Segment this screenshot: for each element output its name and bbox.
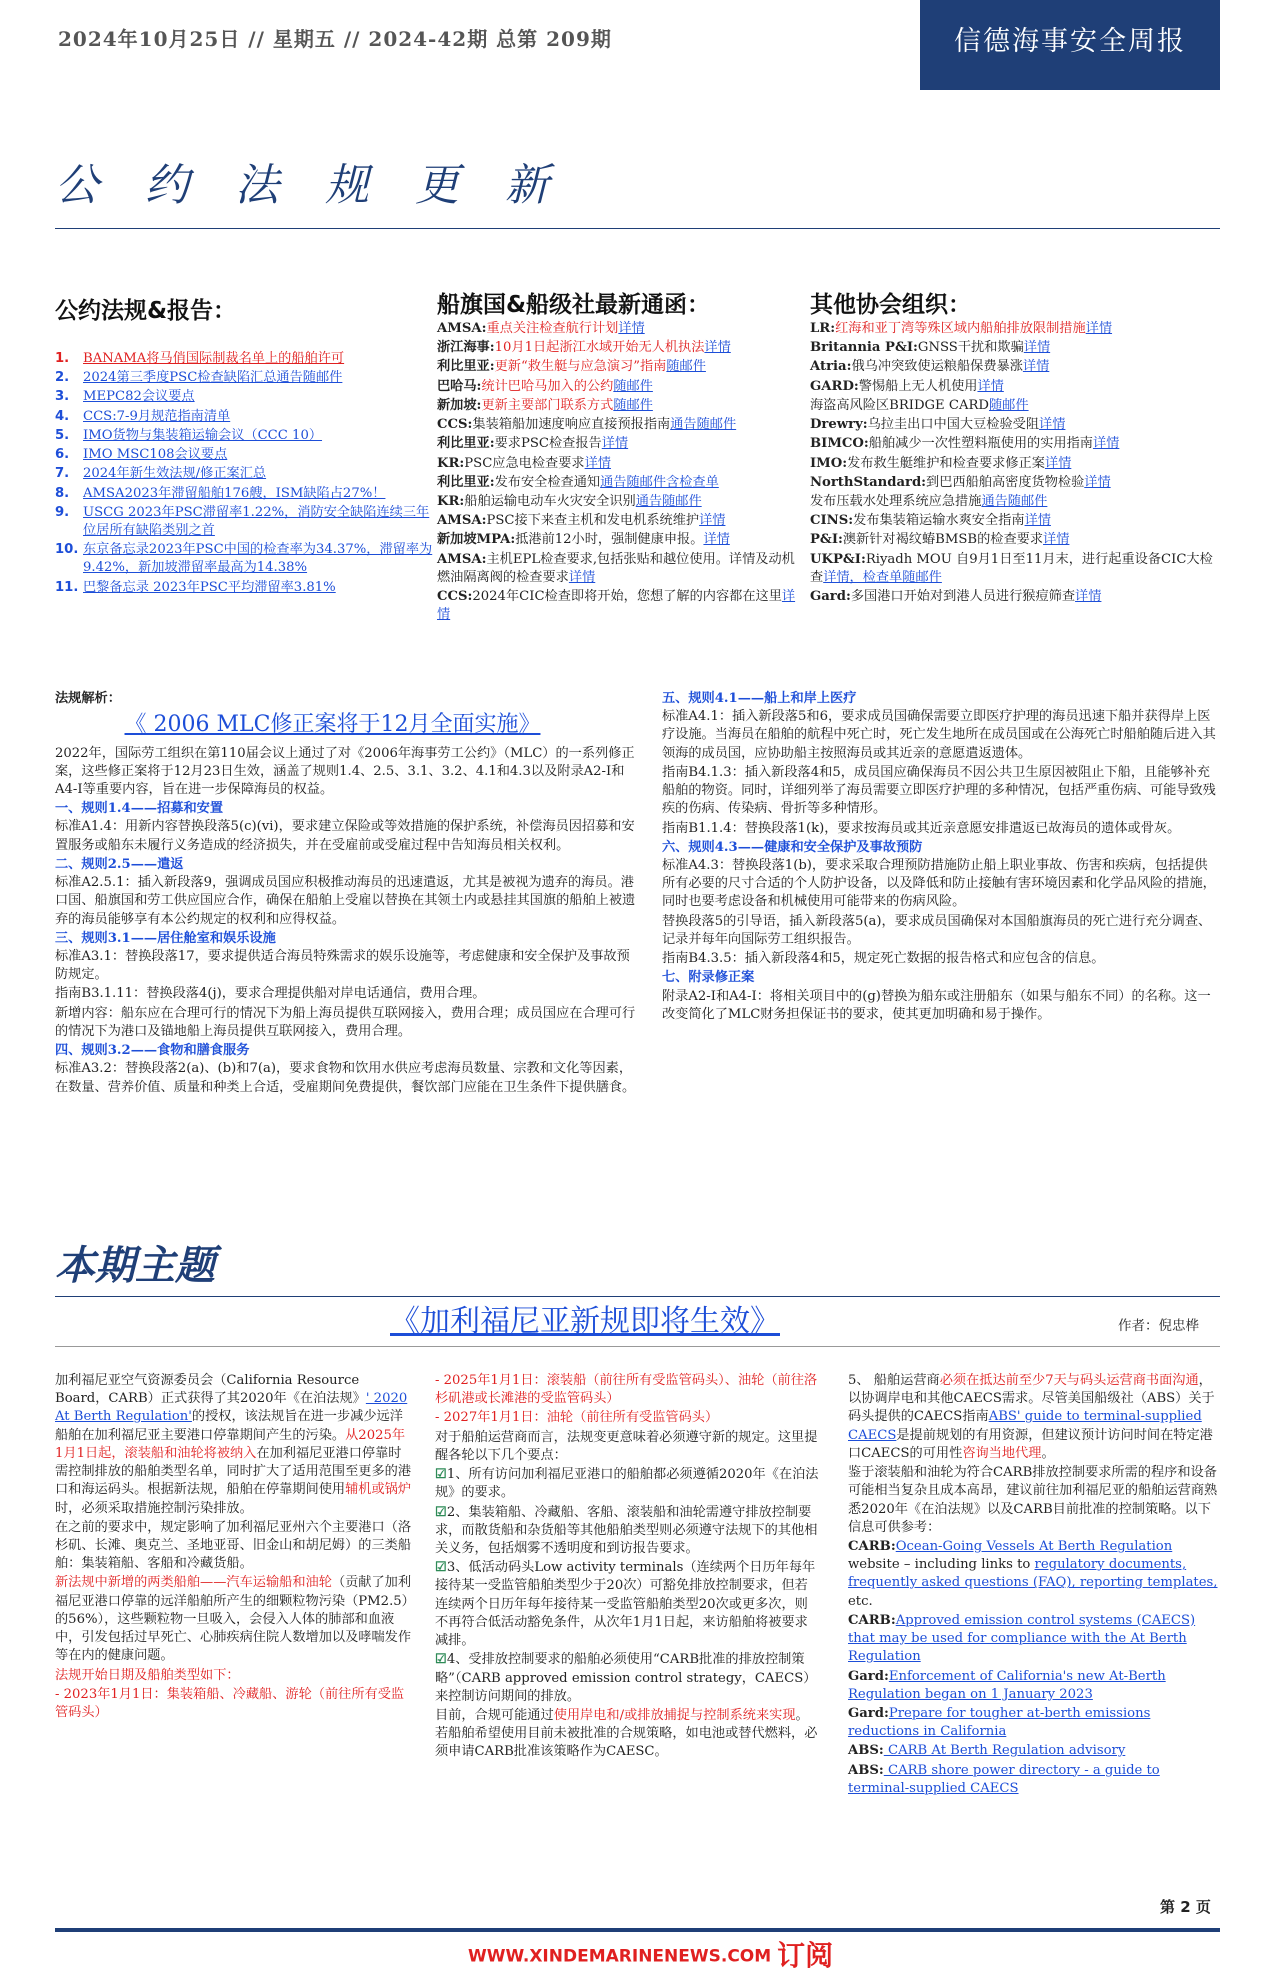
notice-item (810, 474, 1220, 492)
notice-link[interactable]: 随邮件 (666, 359, 706, 375)
notice-text: PSC接下来查主机和发电机系统维护 (486, 513, 700, 529)
notice-text: 要求PSC检查报告 (494, 436, 602, 452)
toc-item (55, 579, 435, 597)
notice-source: CINS: (810, 513, 854, 529)
notice-text: 更新主要部门联系方式 (481, 397, 614, 413)
toc-link[interactable]: IMO货物与集装箱运输会议（CCC 10） (83, 427, 323, 443)
header-left (0, 0, 920, 90)
notice-item (810, 512, 1220, 530)
site-url[interactable]: WWW.XINDEMARINENEWS.COM (468, 1946, 772, 1967)
notice-link[interactable]: 详情 (1043, 532, 1070, 548)
check-icon: ☑ (435, 1467, 447, 1483)
notice-text: 俄乌冲突致使运粮船保费暴涨 (851, 359, 1023, 375)
col-heading-reports: 公约法规&报告： (55, 298, 237, 324)
notice-link[interactable]: 详情 (1044, 455, 1072, 471)
notice-source: UKP&I: (810, 551, 866, 567)
toc-item (55, 446, 435, 464)
notice-text: 多国港口开始对到港人员进行猴痘筛查 (850, 589, 1076, 605)
article-text: 鉴于滚装船和油轮为符合CARB排放控制要求所需的程序和设备可能相当复杂且成本高昂，建议前往加利福尼亚的船舶运营商熟悉2020年《在泊法规》以及CARB目前批准的控制策略。以下信息可供参考： (848, 1465, 1218, 1535)
article-text: 3、低活动码头Low activity terminals（连续两个日历年每年接待某一受监管船舶类型少于20次）可豁免排放控制要求，但若连续两个日历年每年接待某一受监管船舶类型20次或更多次，则不再符合低活动豁免条件，从次年1月1日起，来访船舶将被要求减排。 (435, 1560, 816, 1649)
notice-text: 红海和亚丁湾等殊区域内船舶排放限制措施 (835, 321, 1086, 336)
notice-item (437, 455, 805, 473)
reference-source: Gard: (848, 1705, 889, 1721)
notice-link[interactable]: 详情 (699, 513, 726, 529)
notice-text: 发布安全检查通知 (494, 474, 601, 490)
notice-text: 主机EPL检查要求,包括张贴和越位使用。详情及动机燃油隔离阀的检查要求 (437, 551, 795, 585)
mlc-article-link[interactable]: 《 2006 MLC修正案将于12月全面实施》 (124, 712, 541, 738)
toc-number: 1. (55, 351, 70, 366)
article-text: 在加利福尼亚港口停靠时需控制排放的船舶类型名单，同时扩大了适用范围至更多的港口和海运码头。根据新法规，船舶在停靠期间使用 (55, 1445, 412, 1498)
check-icon: ☑ (435, 1560, 447, 1576)
toc-item (55, 485, 435, 503)
toc-link[interactable]: AMSA2023年滞留船舶176艘，ISM缺陷占27%！ (83, 485, 386, 501)
reference-link[interactable]: Enforcement of California's new At-Berth Regulation began on 1 January 2023 (848, 1668, 1166, 1702)
notice-text: 发布救生艇维护和检查要求修正案 (847, 455, 1045, 471)
notice-link[interactable]: 通告随邮件 (670, 417, 737, 433)
section-title-theme: 本期主题 (55, 1243, 215, 1289)
toc-number: 5. (55, 427, 70, 443)
notice-link[interactable]: 随邮件 (989, 397, 1029, 413)
notice-item (810, 455, 1220, 473)
article-text: （贡献了加利福尼亚港口停靠的远洋船舶所产生的细颗粒物污染（PM2.5）的56%），这些颗粒物一旦吸入，会侵入人体的肺部和血液中，引发包括过早死亡、心肺疾病住院人数增加以及哮喘发作等在内的健康问题。 (55, 1575, 412, 1664)
article-text: 辅机或锅炉 (345, 1482, 412, 1498)
reference-link[interactable]: CARB At Berth Regulation advisory (883, 1743, 1126, 1759)
reference-link[interactable]: Prepare for tougher at-berth emissions reductions in California (848, 1705, 1151, 1740)
page-number: 第 2 页 (1160, 1898, 1211, 1916)
notice-item (437, 320, 805, 338)
notice-text: 统计巴哈马加入的公约 (481, 378, 614, 394)
analysis-subheading: 六、规则4.3——健康和安全保护及事故预防 (662, 839, 923, 855)
toc-number: 4. (55, 408, 70, 424)
analysis-paragraph: 附录A2-I和A4-I：将相关项目中的(g)替换为船东或注册船东（如果与船东不同）的名称。这一改变简化了MLC财务担保证书的要求，使其更加明确和易于操作。 (662, 988, 1211, 1022)
notice-item (437, 378, 805, 396)
analysis-paragraph: 标准A3.2：替换段落2(a)、(b)和7(a)，要求食物和饮用水供应考虑海员数量、宗教和文化等因素，在数量、营养价值、质量和种类上合适，受雇期间免费提供，餐饮部门应能在卫生条件下提供膳食。 (55, 1061, 636, 1095)
notice-text: 10月1日起浙江水域开始无人机执法 (494, 340, 705, 356)
notice-link[interactable]: 详情 (568, 569, 596, 585)
notice-item (810, 339, 1220, 357)
article-text: 咨询当地代理 (962, 1445, 1042, 1461)
toc-link[interactable]: IMO MSC108会议要点 (83, 447, 228, 463)
article-text: 从2025年1月1日起，滚装船和油轮将被纳入 (55, 1427, 406, 1461)
mlc-analysis-right (662, 690, 1220, 1025)
reference-link[interactable]: Approved emission control systems (CAECS) that may be used for compliance with the At Berth Regulation (848, 1612, 1196, 1665)
notice-source: 巴哈马: (437, 378, 482, 394)
toc-link[interactable]: 2024第三季度PSC检查缺陷汇总通告随邮件 (83, 370, 343, 386)
notice-item (810, 551, 1220, 587)
notice-source: 新加坡MPA: (437, 532, 516, 548)
reference-source: ABS: (848, 1762, 884, 1778)
toc-item (55, 388, 435, 406)
reference-link[interactable]: CARB shore power directory - a guide to terminal-supplied CAECS (848, 1762, 1160, 1796)
toc-item (55, 504, 435, 540)
notice-source: 利比里亚: (437, 474, 495, 490)
notice-item (437, 531, 805, 549)
article-link[interactable]: ' 2020 At Berth Regulation' (55, 1391, 408, 1425)
notice-item (810, 378, 1220, 396)
article-paragraph (435, 1466, 820, 1502)
notice-text: 海盗高风险区BRIDGE CARD (810, 397, 989, 413)
toc-link[interactable]: 东京备忘录2023年PSC中国的检查率为34.37%，滞留率为9.42%，新加坡滞留率最高为14.38% (83, 542, 433, 576)
article-paragraph (435, 1409, 820, 1427)
notice-link[interactable]: 详情 (1023, 340, 1051, 356)
notice-item (810, 493, 1220, 511)
reference-item (848, 1538, 1220, 1611)
article-link[interactable]: ABS' guide to terminal-supplied CAECS (848, 1409, 1202, 1443)
article-text: 1、所有访问加利福尼亚港口的船舶都必须遵循2020年《在泊法规》的要求。 (435, 1467, 819, 1501)
analysis-paragraph: 替换段落5的引导语，插入新段落5(a)，要求成员国确保对本国船旗海员的死亡进行充分调查、记录并每年向国际劳工组织报告。 (662, 913, 1212, 947)
analysis-subheading: 一、规则1.4——招募和安置 (55, 801, 224, 817)
notice-link[interactable]: 详情 (618, 321, 645, 336)
notice-link[interactable]: 详情 (977, 378, 1004, 394)
notice-link[interactable]: 通告随邮件含检查单 (600, 474, 719, 490)
article-author: 作者：倪忠桦 (1118, 1318, 1199, 1334)
notice-text: 更新“救生艇与应急演习”指南 (494, 359, 667, 375)
notice-text: 船舶运输电动车火灾安全识别 (464, 493, 636, 509)
article-text: 新法规中新增的两类船舶——汽车运输船和油轮 (55, 1575, 332, 1591)
notice-text: 乌拉圭出口中国大豆检验受阻 (867, 417, 1040, 433)
analysis-paragraph: 指南B3.1.11：替换段落4(j)，要求合理提供船对岸电话通信，费用合理。 (55, 986, 486, 1002)
notice-item (437, 435, 805, 453)
notice-text: 警惕船上无人机使用 (858, 378, 978, 394)
notice-source: AMSA: (437, 321, 487, 336)
reference-text: etc. (848, 1593, 873, 1609)
notice-item (810, 588, 1220, 606)
toc-link[interactable]: 巴黎备忘录 2023年PSC平均滞留率3.81% (83, 579, 336, 595)
notice-text: 重点关注检查航行计划 (486, 321, 619, 336)
article-column-3-body (848, 1372, 1220, 1537)
analysis-subheading: 二、规则2.5——遣返 (55, 856, 184, 872)
reference-link[interactable]: Ocean-Going Vessels At Berth Regulation (895, 1538, 1173, 1554)
analysis-paragraph: 指南B4.3.5：插入新段落4和5，规定死亡数据的报告格式和应包含的信息。 (662, 951, 1105, 967)
toc-number: 2. (55, 370, 70, 386)
notice-source: 新加坡: (437, 397, 482, 413)
association-notices (810, 320, 1220, 607)
notice-source: CCS: (437, 417, 473, 433)
article-text: 的授权，该法规旨在进一步减少远洋船舶在加利福尼亚主要港口停靠期间产生的污染。 (55, 1409, 403, 1443)
col-heading-associations: 其他协会组织： (810, 292, 971, 318)
notice-item (810, 397, 1220, 415)
section-divider (55, 228, 1220, 229)
article-text: 。若船舶希望使用目前未被批准的合规策略，如电池或替代燃料，必须申请CARB批准该策略作为CAESC。 (435, 1707, 818, 1760)
toc-item (55, 350, 435, 368)
notice-source: NorthStandard: (810, 474, 927, 490)
article-text: - 2023年1月1日：集装箱船、冷藏船、游轮（前往所有受监管码头） (55, 1686, 405, 1720)
analysis-paragraph: 指南B4.1.3：插入新段落4和5，成员国应确保海员不因公共卫生原因被阻止下船，且能够补充船舶的物资。同时，详细列举了海员需要立即医疗护理的多种情况，包括严重伤病、可能导致残疾的伤病、传染病、骨折等多种情形。 (662, 764, 1216, 817)
notice-text: Riyadh MOU 自9月1日至11月末，进行起重设备CIC大检查 (810, 551, 1213, 585)
notice-link[interactable]: 详情，检查单随邮件 (823, 569, 942, 585)
notice-source: Atria: (810, 359, 852, 375)
article-column-1 (55, 1372, 413, 1723)
article-text: 对于船舶运营商而言，法规变更意味着必须遵守新的规定。这里提醒各轮以下几个要点： (435, 1429, 818, 1463)
toc-number: 9. (55, 504, 70, 520)
article-paragraph (435, 1707, 820, 1762)
notice-link[interactable]: 随邮件 (613, 397, 653, 413)
analysis-subheading: 七、附录修正案 (662, 970, 755, 986)
notice-text: 船舶减少一次性塑料瓶使用的实用指南 (868, 436, 1093, 452)
article-text: 时，必须采取措施控制污染排放。 (55, 1500, 253, 1516)
article-divider (55, 1346, 1220, 1347)
notice-link[interactable]: 通告随邮件 (635, 493, 702, 509)
analysis-intro: 2022年，国际劳工组织在第110届会议上通过了对《2006年海事劳工公约》（MLC）的一系列修正案，这些修正案将于12月23日生效，涵盖了规则1.4、2.5、3.1、3.2、4.1和4.3以及附录A2-I和A4-I等重要内容，旨在进一步保障海员的权益。 (55, 745, 635, 798)
notice-source: AMSA: (437, 551, 487, 567)
reference-item (848, 1668, 1220, 1704)
section-title-regulations: 公 约 法 规 更 新 (55, 160, 565, 211)
notice-item (810, 416, 1220, 434)
article-column-2 (435, 1372, 820, 1763)
article-paragraph (435, 1559, 820, 1650)
article-text: ，以协调岸电和其他CAECS需求。尽管美国船级社（ABS）关于码头提供的CAECS指南 (848, 1373, 1215, 1425)
toc-number: 11. (55, 579, 79, 595)
notice-source: Drewry: (810, 417, 868, 433)
reference-source: CARB: (848, 1538, 896, 1554)
toc-item (55, 369, 435, 387)
footer-bar (55, 1928, 1220, 1932)
analysis-paragraph: 标准A3.1：替换段落17，要求提供适合海员特殊需求的娱乐设施等，考虑健康和安全保护及事故预防规定。 (55, 948, 630, 983)
notice-source: 利比里亚: (437, 436, 495, 452)
article-text: - 2027年1月1日：油轮（前往所有受监管码头） (435, 1410, 719, 1426)
article-text: 在之前的要求中，规定影响了加利福尼亚州六个主要港口（洛杉矶、长滩、奥克兰、圣地亚哥、旧金山和胡尼姆）的三类船舶：集装箱船、客船和冷藏货船。 (55, 1519, 412, 1572)
article-text: 使用岸电和/或排放捕捉与控制系统来实现 (553, 1707, 796, 1723)
notice-text: 发布集装箱运输水爽安全指南 (853, 513, 1025, 529)
notice-item (437, 474, 805, 492)
notice-item (437, 358, 805, 376)
notice-item (437, 493, 805, 511)
article-text: - 2025年1月1日：滚装船（前往所有受监管码头）、油轮（前往洛杉矶港或长滩港的受监管码头） (435, 1373, 818, 1407)
notice-link[interactable]: 随邮件 (613, 378, 653, 394)
notice-link[interactable]: 详情 (437, 589, 796, 623)
article-paragraph (435, 1372, 820, 1408)
notice-link[interactable]: 详情 (1085, 321, 1113, 336)
notice-link[interactable]: 详情 (1039, 417, 1066, 433)
report-list (55, 350, 435, 598)
notice-link[interactable]: 详情 (1022, 359, 1050, 375)
article-text: 法规开始日期及船舶类型如下： (55, 1667, 240, 1683)
page-header (0, 0, 1280, 90)
notice-source: KR: (437, 493, 465, 509)
article-paragraph (435, 1504, 820, 1559)
analysis-paragraph: 标准A2.5.1：插入新段落9，强调成员国应积极推动海员的迅速遣返，尤其是被视为遗弃的海员。港口国、船旗国和劳工供应国应合作，确保在船舶上受雇以替换在其领土内或悬挂其国旗的船舶上被遗弃的海员能够享有本公约规定的权利和应得权益。 (55, 875, 636, 927)
col-heading-flag-class: 船旗国&船级社最新通函： (437, 292, 711, 318)
notice-source: Britannia P&I: (810, 340, 918, 356)
article-paragraph (55, 1372, 413, 1518)
analysis-paragraph: 新增内容：船东应在合理可行的情况下为船上海员提供互联网接入，费用合理；成员国应在合理可行的情况下为港口及锚地船上海员提供互联网接入，费用合理。 (55, 1005, 636, 1039)
notice-text: PSC应急电检查要求 (464, 455, 585, 471)
notice-source: Gard: (810, 589, 851, 605)
notice-text: 2024年CIC检查即将开始，您想了解的内容都在这里 (472, 589, 782, 605)
article-paragraph (435, 1429, 820, 1465)
notice-item (810, 531, 1220, 549)
analysis-subheading: 五、规则4.1——船上和岸上医疗 (662, 691, 857, 706)
article-title-link[interactable]: 《加利福尼亚新规即将生效》 (390, 1304, 780, 1339)
notice-text: GNSS干扰和欺骗 (917, 340, 1024, 356)
toc-link[interactable]: 2024年新生效法规/修正案汇总 (83, 466, 267, 482)
article-text: 加利福尼亚空气资源委员会（California Resource Board，CARB）正式获得了其2020年《在泊法规》 (55, 1373, 366, 1407)
notice-item (810, 435, 1220, 453)
article-text: 必须在抵达前至少7天与码头运营商书面沟通 (939, 1373, 1199, 1388)
notice-item (437, 416, 805, 434)
flag-class-circulars (437, 320, 805, 626)
notice-text: 到巴西船舶高密度货物检验 (926, 474, 1085, 490)
toc-number: 7. (55, 466, 70, 482)
notice-link[interactable]: 详情 (704, 340, 731, 356)
footer-site-link[interactable] (468, 1938, 833, 1975)
toc-item (55, 427, 435, 445)
reference-text: website – including links to (848, 1557, 1035, 1573)
notice-source: AMSA: (437, 513, 487, 529)
article-text: 是提前规划的有用资源，但建议预计访问时间在特定港口CAECS的可用性 (848, 1427, 1213, 1461)
check-icon: ☑ (435, 1652, 447, 1668)
notice-source: GARD: (810, 378, 859, 394)
notice-text: 集装箱船加速度响应直接预报指南 (472, 417, 671, 433)
reference-source: ABS: (848, 1743, 884, 1759)
notice-source: 利比里亚: (437, 359, 495, 375)
notice-link[interactable]: 详情 (1024, 513, 1051, 529)
header-banner (920, 0, 1220, 90)
article-paragraph (55, 1574, 413, 1665)
toc-number: 6. (55, 447, 70, 463)
notice-link[interactable]: 详情 (1075, 589, 1102, 605)
article-text: 目前，合规可能通过 (435, 1707, 554, 1723)
notice-source: IMO: (810, 455, 848, 471)
toc-link[interactable]: USCG 2023年PSC滞留率1.22%，消防安全缺陷连续三年位居所有缺陷类别之首 (83, 504, 430, 538)
toc-link[interactable]: MEPC82会议要点 (83, 389, 195, 405)
reference-item (848, 1705, 1220, 1741)
article-column-3 (848, 1372, 1220, 1799)
analysis-paragraph: 标准A4.1：插入新段落5和6，要求成员国确保需要立即医疗护理的海员迅速下船并获得岸上医疗设施。当海员在船舶的航程中死亡时，死亡发生地所在成员国或在公海死亡时船舶随后进入其领海的成员国，应协助船主按照海员或其近亲的意愿遣返遗体。 (662, 709, 1216, 761)
publication-title: 信德海事安全周报 (954, 26, 1186, 57)
check-icon: ☑ (435, 1504, 447, 1520)
article-text: 2、集装箱船、冷藏船、客船、滚装船和油轮需遵守排放控制要求，而散货船和杂货船等其他船舶类型则必须遵守法规下的其他相关义务，包括烟雾不透明度和到访报告要求。 (435, 1504, 818, 1556)
notice-link[interactable]: 详情 (1092, 436, 1120, 452)
notice-source: 浙江海事: (437, 340, 495, 356)
notice-item (437, 588, 805, 624)
notice-item (810, 358, 1220, 376)
notice-link[interactable]: 详情 (584, 455, 611, 471)
notice-item (437, 551, 805, 587)
reference-source: Gard: (848, 1668, 889, 1684)
notice-text: 澳新针对褐纹蝽BMSB的检查要求 (842, 532, 1044, 548)
article-text: 5、 船舶运营商 (848, 1373, 940, 1388)
notice-link[interactable]: 详情 (601, 436, 629, 452)
reference-source: CARB: (848, 1612, 896, 1628)
article-paragraph (435, 1651, 820, 1706)
reference-item (848, 1612, 1220, 1667)
article-text: 4、受排放控制要求的船舶必须使用“CARB批准的排放控制策略”（CARB approved emission control strategy，CAECS）来控制访问期间的排放。 (435, 1652, 817, 1704)
toc-number: 8. (55, 485, 70, 501)
notice-source: LR: (810, 321, 836, 336)
toc-number: 10. (55, 542, 79, 558)
notice-source: P&I: (810, 532, 843, 548)
notice-link[interactable]: 通告随邮件 (981, 493, 1048, 509)
article-paragraph (55, 1667, 413, 1685)
reference-item (848, 1742, 1220, 1760)
article-paragraph (848, 1464, 1220, 1537)
mlc-analysis-left (55, 690, 640, 1098)
article-paragraph (55, 1519, 413, 1574)
toc-link[interactable]: BANAMA将马俏国际制裁名单上的船舶许可 (83, 351, 345, 366)
analysis-paragraph: 标准A1.4：用新内容替换段落5(c)(vi)，要求建立保险或等效措施的保护系统，补偿海员因招募和安置服务或船东未履行义务造成的经济损失，并在受雇前或受雇过程中告知海员相关权利。 (55, 819, 635, 853)
toc-item (55, 408, 435, 426)
notice-link[interactable]: 详情 (1084, 474, 1111, 490)
reference-list (848, 1538, 1220, 1798)
analysis-subheading: 三、规则3.1——居住舱室和娱乐设施 (55, 930, 276, 946)
notice-item (437, 512, 805, 530)
article-paragraph (848, 1372, 1220, 1463)
notice-link[interactable]: 详情 (703, 532, 730, 548)
toc-item (55, 465, 435, 483)
analysis-paragraph: 指南B1.1.4：替换段落1(k)，要求按海员或其近亲意愿安排遣返已故海员的遗体或骨灰。 (662, 820, 1181, 836)
reference-item (848, 1762, 1220, 1798)
notice-source: CCS: (437, 589, 473, 605)
analysis-paragraph: 标准A4.3：替换段落1(b)，要求采取合理预防措施防止船上职业事故、伤害和疾病，包括提供所有必要的尺寸合适的个人防护设备，以及降低和防止接触有害环境因素和化学品风险的措施，同时也要考虑设备和机械使用可能带来的伤病风险。 (662, 857, 1216, 910)
reference-link[interactable]: regulatory documents, frequently asked questions (FAQ), reporting templates, (848, 1557, 1218, 1591)
notice-text: 抵港前12小时，强制健康申报。 (515, 532, 704, 548)
notice-source: BIMCO: (810, 436, 869, 452)
analysis-left-blocks (55, 800, 640, 1097)
article-text: 。 (1041, 1445, 1055, 1461)
subscribe-link[interactable]: 订阅 (777, 1939, 834, 1972)
analysis-subheading: 四、规则3.2——食物和膳食服务 (55, 1043, 250, 1059)
toc-link[interactable]: CCS:7-9月规范指南清单 (83, 408, 231, 424)
section-divider (55, 1296, 1220, 1297)
issue-date-line: 2024年10月25日 // 星期五 // 2024-42期 总第 209期 (58, 27, 612, 51)
notice-source: KR: (437, 455, 465, 471)
notice-item (810, 320, 1220, 338)
article-paragraph (55, 1686, 413, 1722)
toc-item (55, 541, 435, 577)
notice-item (437, 339, 805, 357)
toc-number: 3. (55, 389, 70, 405)
notice-item (437, 397, 805, 415)
notice-text: 发布压载水处理系统应急措施 (810, 493, 982, 509)
analysis-label: 法规解析： (55, 691, 121, 706)
